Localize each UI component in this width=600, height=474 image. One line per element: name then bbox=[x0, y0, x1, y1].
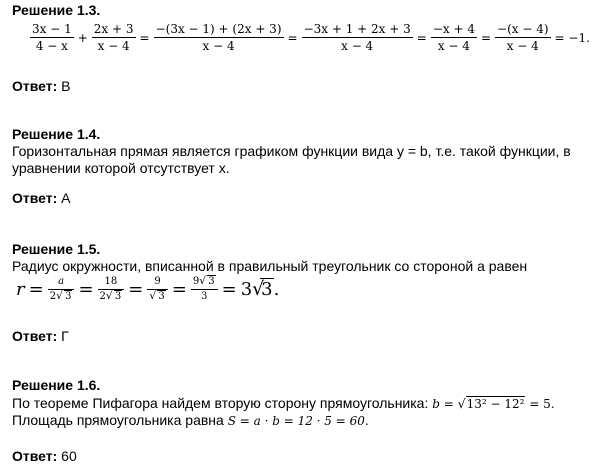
equals-sign: = bbox=[416, 30, 427, 45]
answer-value: В bbox=[57, 78, 71, 94]
area-text: Площадь прямоугольника равна bbox=[12, 412, 228, 428]
numerator: a bbox=[48, 276, 75, 290]
equals-sign: = bbox=[221, 279, 237, 300]
denominator bbox=[48, 290, 75, 303]
solution-1-4-answer bbox=[12, 190, 71, 206]
answer-value: Г bbox=[57, 328, 69, 344]
answer-value: 60 bbox=[57, 448, 77, 464]
equals-sign: = bbox=[480, 30, 492, 45]
coefficient: 3 bbox=[240, 279, 253, 300]
solution-1-6-heading: Решение 1.6. bbox=[12, 377, 101, 393]
radicand: 3 bbox=[261, 279, 273, 300]
solution-1-3-heading: Решение 1.3. bbox=[12, 2, 101, 18]
r-variable: r bbox=[16, 279, 25, 300]
fraction-3 bbox=[154, 22, 284, 53]
denominator bbox=[147, 290, 167, 303]
solution-1-3-answer bbox=[12, 78, 71, 94]
side-formula bbox=[432, 397, 554, 411]
numerator: 3x − 1 bbox=[32, 22, 72, 36]
denominator bbox=[98, 290, 125, 303]
radicand: 3 bbox=[158, 291, 165, 302]
radicand: 3 bbox=[114, 291, 122, 302]
numerator: 9 bbox=[147, 276, 167, 290]
solution-1-5-answer bbox=[12, 328, 69, 344]
solution-1-3-equation bbox=[28, 22, 592, 53]
fraction-6 bbox=[495, 22, 551, 53]
equals-sign: = bbox=[78, 279, 94, 300]
equals-sign: = bbox=[128, 279, 144, 300]
answer-label: Ответ: bbox=[12, 448, 58, 464]
fraction-5 bbox=[431, 22, 477, 53]
radical-sign: √ bbox=[56, 290, 63, 302]
coefficient: 2 bbox=[49, 291, 57, 302]
result: = −1. bbox=[554, 30, 590, 45]
solution-1-5-heading: Решение 1.5. bbox=[12, 241, 101, 257]
fraction-2 bbox=[98, 276, 125, 303]
numerator bbox=[191, 276, 218, 290]
numerator: −(3x − 1) + (2x + 3) bbox=[155, 22, 282, 36]
fraction-4 bbox=[302, 22, 413, 53]
solution-1-5-equation bbox=[14, 276, 281, 303]
answer-label: Ответ: bbox=[12, 78, 58, 94]
sqrt bbox=[149, 291, 165, 303]
equals-sign: = bbox=[171, 279, 187, 300]
solution-1-4-heading: Решение 1.4. bbox=[12, 126, 101, 142]
solution-1-6-line-1 bbox=[12, 395, 555, 413]
equals-sign: = bbox=[28, 279, 44, 300]
numerator: 2x + 3 bbox=[93, 22, 134, 36]
answer-label: Ответ: bbox=[12, 328, 58, 344]
b-equals: b = bbox=[432, 397, 454, 411]
equals-sign: = bbox=[287, 30, 298, 45]
radical-sign: √ bbox=[199, 275, 206, 287]
radicand: 13² − 12² bbox=[466, 397, 525, 411]
solution-1-4-line-2: уравнении которой отсутствует x. bbox=[12, 160, 230, 176]
fraction-3 bbox=[147, 276, 167, 303]
answer-label: Ответ: bbox=[12, 190, 58, 206]
fraction-2 bbox=[92, 22, 136, 53]
answer-value: А bbox=[57, 190, 71, 206]
fraction-1 bbox=[48, 276, 75, 303]
pythagoras-text: По теореме Пифагора найдем вторую сторону прямоугольника: bbox=[12, 395, 433, 411]
sqrt bbox=[199, 276, 215, 288]
denominator: x − 4 bbox=[202, 39, 235, 53]
plus-sign: + bbox=[77, 30, 88, 45]
final-result bbox=[241, 279, 280, 300]
numerator: −(x − 4) bbox=[497, 22, 549, 36]
period: . bbox=[273, 279, 280, 300]
fraction-4 bbox=[191, 276, 218, 303]
denominator: x − 4 bbox=[437, 39, 470, 53]
denominator: x − 4 bbox=[97, 39, 130, 53]
numerator: −3x + 1 + 2x + 3 bbox=[303, 22, 411, 36]
solution-1-6-line-2 bbox=[12, 412, 369, 430]
radical-sign: √ bbox=[149, 290, 157, 302]
equals-sign: = bbox=[139, 30, 150, 45]
solution-1-4-line-1: Горизонтальная прямая является графиком функции вида y = b, т.е. такой функции, в bbox=[12, 143, 571, 159]
coefficient: 9 bbox=[192, 276, 200, 287]
radical-sign: √ bbox=[457, 396, 466, 411]
denominator: 3 bbox=[201, 291, 208, 302]
area-formula: S = a · b = 12 · 5 = 60. bbox=[227, 414, 369, 428]
radicand: 3 bbox=[208, 276, 215, 287]
fraction-1 bbox=[30, 22, 74, 53]
denominator: x − 4 bbox=[506, 39, 539, 53]
side-result: = 5. bbox=[529, 397, 555, 411]
radical-sign: √ bbox=[252, 278, 265, 300]
solution-1-6-answer bbox=[12, 448, 77, 464]
numerator: 18 bbox=[98, 276, 125, 290]
sqrt bbox=[252, 279, 273, 300]
sqrt bbox=[458, 396, 526, 413]
solution-1-5-line-1: Радиус окружности, вписанной в правильный треугольник со стороной a равен bbox=[12, 258, 528, 274]
denominator: 4 − x bbox=[35, 39, 68, 53]
coefficient: 2 bbox=[99, 291, 106, 302]
denominator: x − 4 bbox=[341, 39, 374, 53]
numerator: −x + 4 bbox=[432, 22, 475, 36]
radical-sign: √ bbox=[105, 290, 113, 302]
sqrt bbox=[56, 291, 72, 303]
sqrt bbox=[106, 291, 122, 303]
radicand: 3 bbox=[65, 291, 72, 302]
